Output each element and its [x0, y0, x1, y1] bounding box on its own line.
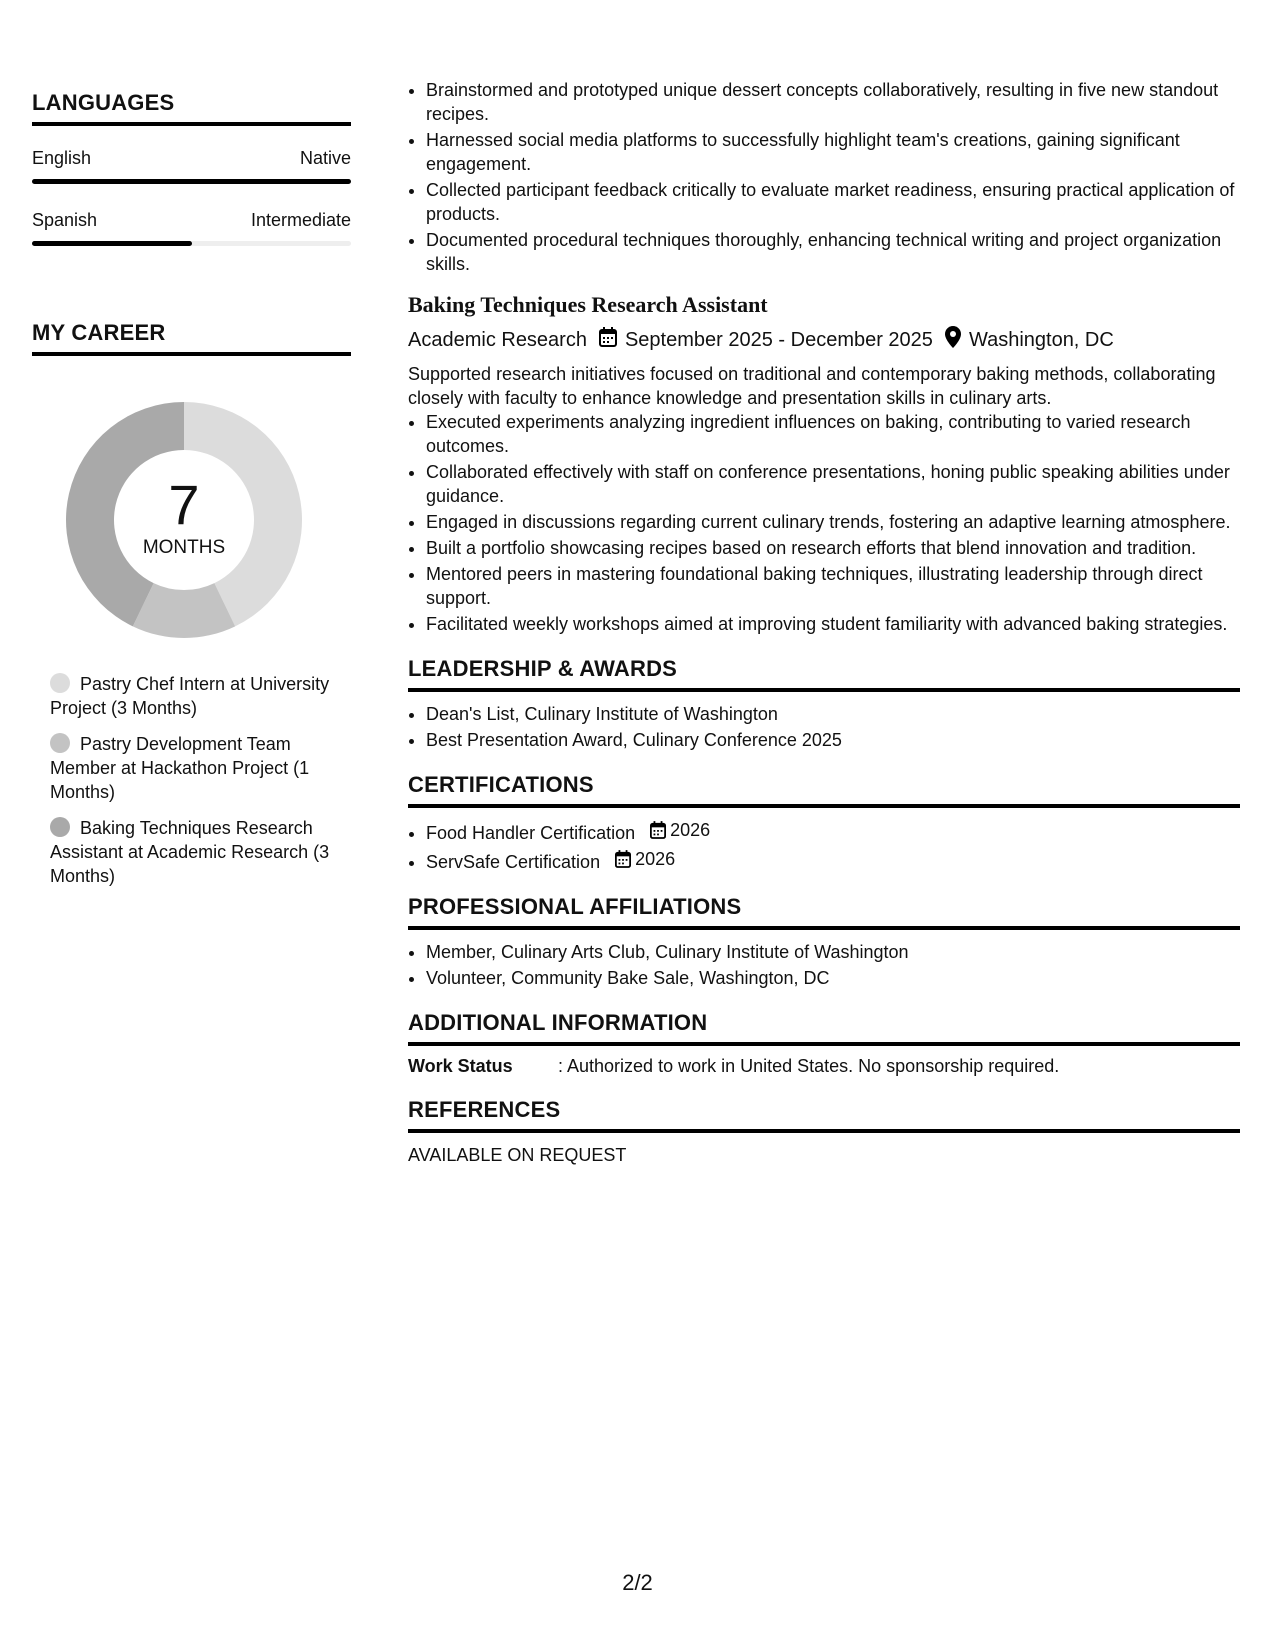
bullet-item: • Collaborated effectively with staff on conference presentations, honing public speaking abilities under guidance.	[426, 460, 1240, 508]
previous-job-bullets	[408, 78, 1240, 276]
legend-dot	[50, 817, 70, 837]
additional-info-section	[408, 1010, 1240, 1077]
page-number: 2/2	[622, 1570, 653, 1595]
award-item: • Dean's List, Culinary Institute of Washington	[426, 702, 1240, 726]
certification-name: Food Handler Certification	[426, 823, 636, 843]
job-meta	[408, 326, 1240, 354]
affiliations-section	[408, 894, 1240, 990]
certification-item	[426, 847, 1240, 874]
certification-year: 2026	[635, 849, 676, 869]
certification-name: ServSafe Certification	[426, 852, 601, 872]
bullet-item: • Built a portfolio showcasing recipes based on research efforts that blend innovation and tradition.	[426, 536, 1240, 560]
legend-item	[50, 732, 340, 804]
references-section	[408, 1097, 1240, 1166]
career-section	[32, 320, 351, 888]
language-level-bar	[32, 241, 351, 246]
bullet-item: • Collected participant feedback critically to evaluate market readiness, ensuring practical application of products.	[426, 178, 1240, 226]
languages-section	[32, 90, 351, 246]
language-name: Spanish	[32, 210, 98, 230]
bullet-item: • Mentored peers in mastering foundational baking techniques, illustrating leadership through direct support.	[426, 562, 1240, 610]
bullet-item: • Facilitated weekly workshops aimed at improving student familiarity with advanced baking strategies.	[426, 612, 1240, 636]
job-dates: September 2025 - December 2025	[624, 328, 933, 351]
work-status-label: Work Status	[408, 1056, 513, 1076]
bullet-item: • Brainstormed and prototyped unique dessert concepts collaboratively, resulting in five new standout recipes.	[426, 78, 1240, 126]
job-org: Academic Research	[408, 328, 587, 351]
language-name: English	[32, 148, 92, 168]
career-total-number: 7	[168, 473, 200, 536]
certifications-section	[408, 772, 1240, 874]
job-entry	[408, 292, 1240, 636]
certification-date	[650, 818, 710, 842]
bullet-item: • Documented procedural techniques thoroughly, enhancing technical writing and project organization skills.	[426, 228, 1240, 276]
calendar-icon	[599, 327, 617, 353]
language-level-fill	[32, 241, 192, 246]
legend-dot	[50, 673, 70, 693]
right-column	[408, 78, 1240, 1166]
career-donut-chart	[54, 390, 314, 650]
language-level: Native	[299, 148, 351, 168]
bullet-item: • Executed experiments analyzing ingredient influences on baking, contributing to varied research outcomes.	[426, 410, 1240, 458]
legend-dot	[50, 733, 70, 753]
language-item	[32, 148, 351, 184]
job-summary: Supported research initiatives focused on traditional and contemporary baking methods, collaborating closely with faculty to enhance knowledge and presentation skills in culinary arts.	[408, 364, 1216, 408]
language-level-fill	[32, 179, 351, 184]
calendar-icon	[615, 850, 631, 868]
donut-svg	[54, 390, 314, 650]
languages-title: LANGUAGES	[32, 90, 351, 126]
leadership-section	[408, 656, 1240, 752]
certification-item	[426, 818, 1240, 845]
references-text: AVAILABLE ON REQUEST	[408, 1145, 627, 1165]
affiliations-title: PROFESSIONAL AFFILIATIONS	[408, 894, 1240, 930]
legend-item	[50, 816, 340, 888]
legend-label: Pastry Development Team Member at Hackathon Project (1 Months)	[50, 734, 310, 802]
calendar-icon	[650, 821, 666, 839]
job-title: Baking Techniques Research Assistant	[408, 292, 768, 317]
language-level-bar	[32, 179, 351, 184]
career-total-unit: MONTHS	[142, 537, 226, 558]
additional-info-title: ADDITIONAL INFORMATION	[408, 1010, 1240, 1046]
legend-label: Baking Techniques Research Assistant at Academic Research (3 Months)	[50, 818, 330, 886]
bullet-item: • Engaged in discussions regarding current culinary trends, fostering an adaptive learning atmosphere.	[426, 510, 1240, 534]
affiliation-item: • Member, Culinary Arts Club, Culinary Institute of Washington	[426, 940, 1240, 964]
career-legend	[50, 672, 340, 888]
legend-label: Pastry Chef Intern at University Project (3 Months)	[50, 674, 330, 718]
award-item: • Best Presentation Award, Culinary Conference 2025	[426, 728, 1240, 752]
language-item	[32, 210, 351, 246]
work-status-value: : Authorized to work in United States. No sponsorship required.	[558, 1056, 1060, 1076]
job-bullets	[408, 410, 1240, 636]
leadership-title: LEADERSHIP & AWARDS	[408, 656, 1240, 692]
certification-date	[615, 847, 675, 871]
left-column	[32, 90, 351, 900]
affiliation-item: • Volunteer, Community Bake Sale, Washington, DC	[426, 966, 1240, 990]
job-location: Washington, DC	[968, 328, 1114, 351]
work-status-row	[408, 1056, 1240, 1077]
certifications-title: CERTIFICATIONS	[408, 772, 1240, 808]
career-title: MY CAREER	[32, 320, 351, 356]
certification-year: 2026	[670, 820, 711, 840]
language-level: Intermediate	[250, 210, 351, 230]
legend-item	[50, 672, 340, 720]
bullet-item: • Harnessed social media platforms to successfully highlight team's creations, gaining significant engagement.	[426, 128, 1240, 176]
location-pin-icon	[945, 326, 961, 354]
references-title: REFERENCES	[408, 1097, 1240, 1133]
